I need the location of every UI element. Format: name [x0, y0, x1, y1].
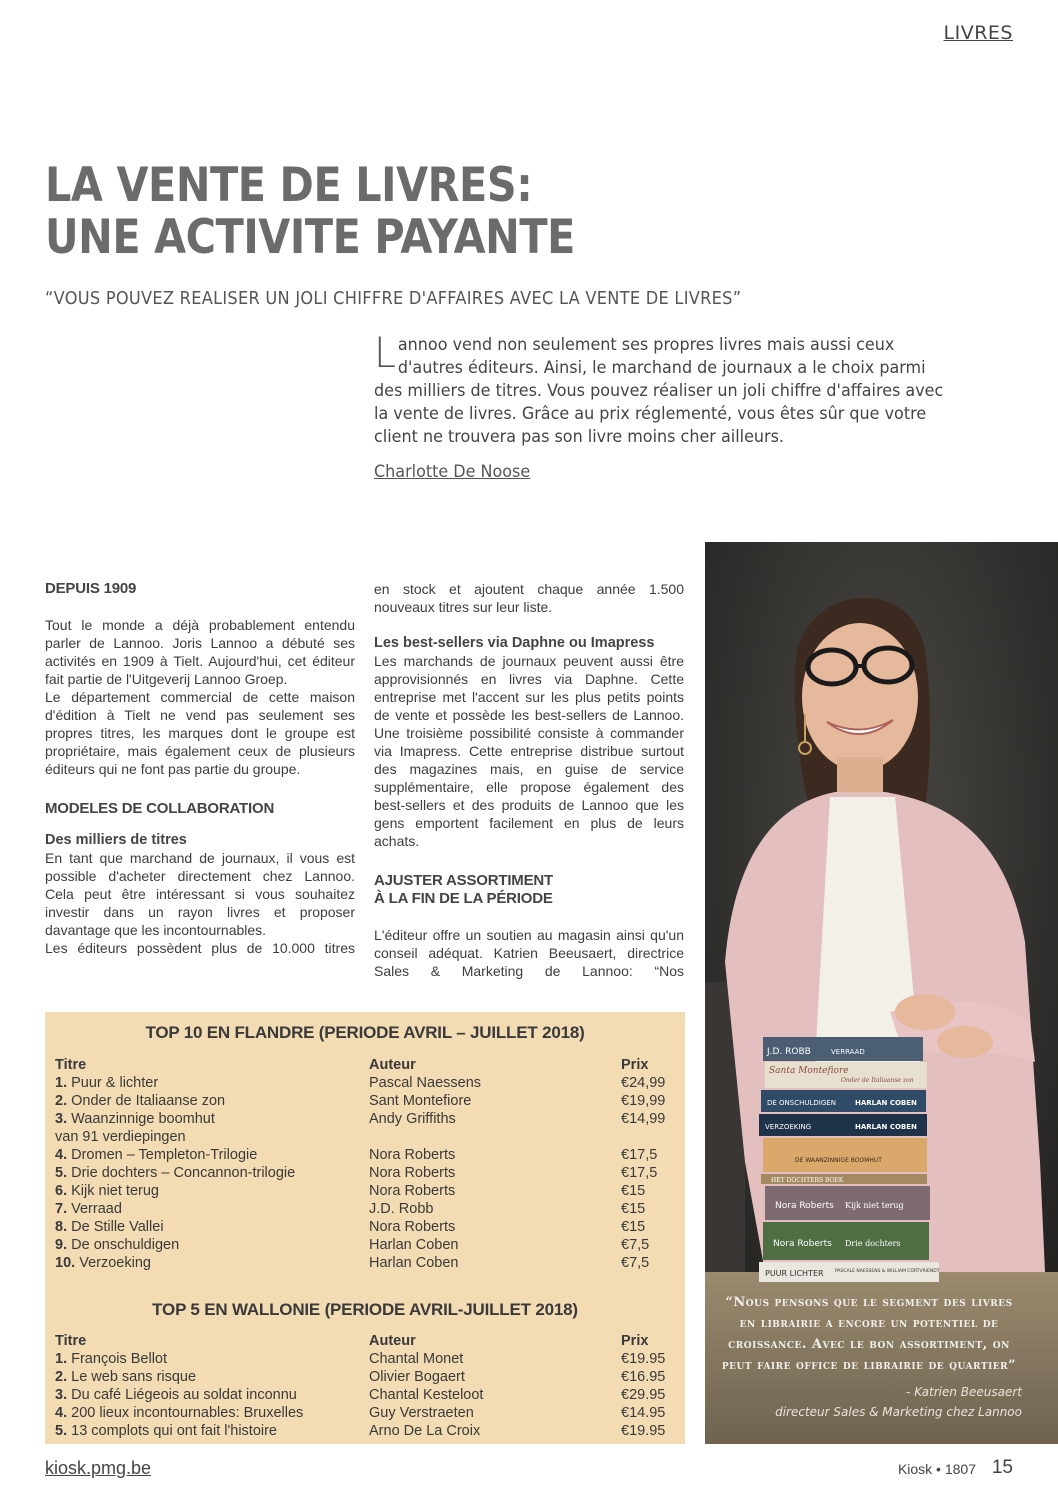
cell-price: €17,5 [621, 1147, 658, 1163]
cell-price: €19.95 [621, 1423, 666, 1439]
rank-number: 7. [55, 1201, 68, 1217]
footer-url[interactable]: kiosk.pmg.be [45, 1458, 152, 1478]
paragraph: Les éditeurs possèdent plus de 10.000 titres [45, 940, 355, 956]
table-row [55, 1074, 680, 1092]
cell-price: €19,99 [621, 1093, 666, 1109]
top-sellers-box [45, 1012, 685, 1444]
cell-price: €15 [621, 1219, 646, 1235]
cell-price: €14.95 [621, 1405, 666, 1421]
quote-author-role: directeur Sales & Marketing chez Lannoo [775, 1405, 1022, 1419]
book-title: De onschuldigen [71, 1237, 180, 1253]
cell-title [55, 1074, 158, 1092]
rank-number: 1. [55, 1351, 68, 1367]
book-title: François Bellot [71, 1351, 168, 1367]
paragraph: Le département commercial de cette maison d'édition à Tielt ne vend pas seulement ses propres titres, les marques dont le groupe est propriétaire, mais également ceux de plusieurs éditeurs qui ne font pas partie du groupe. [45, 689, 355, 777]
cell-title [55, 1254, 151, 1272]
col-header: Titre [55, 1057, 87, 1073]
table-row [55, 1146, 680, 1164]
cell-author: Arno De La Croix [369, 1423, 481, 1439]
quote-author-name: - Katrien Beeusaert [906, 1385, 1022, 1399]
rank-number: 3. [55, 1387, 68, 1403]
paragraph: en stock et ajoutent chaque année 1.500 nouveaux titres sur leur liste. [374, 581, 684, 615]
cell-title [55, 1164, 295, 1182]
table-row [55, 1200, 680, 1218]
rank-number: 2. [55, 1369, 68, 1385]
book-spine: Drie dochters [845, 1239, 901, 1248]
portrait-photo [705, 542, 1058, 1444]
cell-author: J.D. Robb [369, 1201, 434, 1217]
book-title: Kijk niet terug [71, 1183, 159, 1199]
cell-title [55, 1110, 215, 1128]
rank-number: 10. [55, 1255, 76, 1271]
table-row [55, 1110, 680, 1128]
table-row [55, 1164, 680, 1182]
book-spine: Santa Montefiore [769, 1066, 849, 1076]
book-spine: VERZOEKING [765, 1123, 812, 1131]
book-spine: DE ONSCHULDIGEN [767, 1099, 836, 1107]
rank-number: 8. [55, 1219, 68, 1235]
rank-number: 4. [55, 1405, 68, 1421]
col-header: Auteur [369, 1057, 416, 1073]
cell-title [55, 1218, 164, 1236]
book-spine: PASCALE NAESSENS & WILLIAM CORTVRIENDT [835, 1269, 940, 1274]
cell-title [55, 1422, 277, 1440]
table-row [55, 1128, 680, 1146]
heading-modeles-collaboration: MODELES DE COLLABORATION [45, 800, 275, 817]
cell-title [55, 1200, 122, 1218]
table-header [55, 1332, 680, 1350]
cell-title [55, 1368, 196, 1386]
book-spine: HET DOCHTERS BOEK [771, 1177, 844, 1184]
book-spine: Onder de Italiaanse zon [841, 1077, 914, 1084]
cell-author: Olivier Bogaert [369, 1369, 465, 1385]
book-title: Waanzinnige boomhut [71, 1111, 215, 1127]
book-title: Puur & lichter [71, 1075, 159, 1091]
subheading-milliers-titres: Des milliers de titres [45, 832, 187, 848]
col-header: Auteur [369, 1333, 416, 1349]
cell-price: €15 [621, 1201, 646, 1217]
pull-quote [716, 1292, 1022, 1422]
rank-number: 4. [55, 1147, 68, 1163]
quote-text: “Nous pensons que le segment des livres en librairie a encore un potentiel de croissance. Avec le bon assortiment, on peut faire office de librairie de quartier” [721, 1295, 1017, 1373]
cell-author: Nora Roberts [369, 1219, 456, 1235]
book-title: Du café Liégeois au soldat inconnu [71, 1387, 297, 1403]
table-row [55, 1404, 680, 1422]
cell-title [55, 1386, 297, 1404]
book-spine: Nora Roberts [775, 1201, 834, 1211]
article-subtitle: “VOUS POUVEZ REALISER UN JOLI CHIFFRE D'AFFAIRES AVEC LA VENTE DE LIVRES” [45, 288, 742, 309]
title-line-1: LA VENTE DE LIVRES: [45, 158, 533, 213]
table-row [55, 1092, 680, 1110]
rank-number: 9. [55, 1237, 68, 1253]
book-title: van 91 verdiepingen [55, 1129, 186, 1145]
rank-number: 3. [55, 1111, 68, 1127]
author-byline[interactable]: Charlotte De Noose [374, 462, 531, 482]
col-header: Titre [55, 1333, 87, 1349]
table-row [55, 1350, 680, 1368]
cell-price: €17,5 [621, 1165, 658, 1181]
column-1 [45, 580, 355, 957]
paragraph: L'éditeur offre un soutien au magasin ainsi qu'un conseil adéquat. Katrien Beeusaert, directrice Sales & Marketing de Lannoo: “Nos [374, 927, 684, 979]
table-title-flandre: TOP 10 EN FLANDRE (PERIODE AVRIL – JUILLET 2018) [145, 1023, 585, 1042]
rank-number: 5. [55, 1165, 68, 1181]
table-flandre [55, 1056, 680, 1272]
book-title: 200 lieux incontournables: Bruxelles [71, 1405, 304, 1421]
table-row [55, 1254, 680, 1272]
article-intro [374, 328, 959, 449]
heading-depuis-1909: DEPUIS 1909 [45, 580, 137, 597]
book-title: Dromen – Templeton-Trilogie [71, 1147, 258, 1163]
cell-title [55, 1092, 225, 1110]
book-title: Le web sans risque [71, 1369, 197, 1385]
book-title: Drie dochters – Concannon-trilogie [71, 1165, 296, 1181]
cell-title [55, 1182, 159, 1200]
cell-price: €24,99 [621, 1075, 666, 1091]
cell-title [55, 1350, 167, 1368]
book-title: Onder de Italiaanse zon [71, 1093, 226, 1109]
col-header: Prix [621, 1333, 649, 1349]
book-spine: HARLAN COBEN [855, 1123, 917, 1131]
cell-price: €7,5 [621, 1255, 650, 1271]
column-2 [374, 580, 684, 980]
table-row [55, 1368, 680, 1386]
table-title-wallonie: TOP 5 EN WALLONIE (PERIODE AVRIL-JUILLET 2018) [152, 1300, 578, 1319]
title-line-2: UNE ACTIVITE PAYANTE [45, 210, 575, 265]
cell-author: Andy Griffiths [369, 1111, 456, 1127]
cell-author: Harlan Coben [369, 1255, 459, 1271]
cell-title [55, 1128, 186, 1146]
heading-line: À LA FIN DE LA PÉRIODE [374, 890, 553, 907]
cell-title [55, 1236, 179, 1254]
cell-author: Harlan Coben [369, 1237, 459, 1253]
table-header [55, 1056, 680, 1074]
page-number: 15 [991, 1457, 1013, 1478]
cell-author: Nora Roberts [369, 1147, 456, 1163]
cell-title [55, 1146, 257, 1164]
cell-author: Guy Verstraeten [369, 1405, 474, 1421]
book-spine: J.D. ROBB [767, 1047, 811, 1057]
cell-author: Chantal Kesteloot [369, 1387, 484, 1403]
footer-issue: Kiosk • 1807 [897, 1461, 976, 1477]
cell-price: €16.95 [621, 1369, 666, 1385]
cell-author: Chantal Monet [369, 1351, 464, 1367]
book-spine: HARLAN COBEN [855, 1099, 917, 1107]
paragraph: En tant que marchand de journaux, il vous est possible d'acheter directement chez Lannoo. Cela peut être intéressant si vous souhaitez investir dans un rayon livres et proposer davantage que les incontournables. [45, 850, 355, 938]
table-row [55, 1236, 680, 1254]
book-spine: DE WAANZINNIGE BOOMHUT [795, 1157, 882, 1164]
intro-text: annoo vend non seulement ses propres livres mais aussi ceux d'autres éditeurs. Ainsi, le marchand de journaux a le choix parmi des milliers de titres. Vous pouvez réaliser un joli chiffre d'affaires avec la vente de livres. Grâce au prix réglementé, vous êtes sûr que votre client ne trouvera pas son livre moins cher ailleurs. [374, 335, 944, 447]
book-spine: Nora Roberts [773, 1239, 832, 1249]
subheading-best-sellers: Les best-sellers via Daphne ou Imapress [374, 635, 655, 651]
paragraph: Les marchands de journaux peuvent aussi être approvisionnés en livres via Daphne. Cette entreprise met l'accent sur les plus petits points de vente et possède les best-sellers de Lannoo. Une troisième possibilité consiste à commander via Imapress. Cette entreprise distribue surtout des magazines mais, en guise de service supplémentaire, elle propose également des best-sellers et des produits de Lannoo que les gens emportent facilement en plus de leurs achats. [374, 653, 684, 849]
rank-number: 1. [55, 1075, 68, 1091]
cell-author: Nora Roberts [369, 1165, 456, 1181]
book-title: De Stille Vallei [71, 1219, 164, 1235]
table-row [55, 1182, 680, 1200]
cell-title [55, 1404, 303, 1422]
book-spine: Kijk niet terug [845, 1201, 904, 1210]
col-header: Prix [621, 1057, 649, 1073]
cell-author: Pascal Naessens [369, 1075, 482, 1091]
rank-number: 2. [55, 1093, 68, 1109]
book-title: Verzoeking [79, 1255, 151, 1271]
cell-price: €15 [621, 1183, 646, 1199]
intro-dropcap: L [374, 328, 397, 377]
table-row [55, 1218, 680, 1236]
book-title: 13 complots qui ont fait l'histoire [71, 1423, 277, 1439]
cell-price: €29.95 [621, 1387, 666, 1403]
table-wallonie [55, 1332, 680, 1440]
article-title [45, 160, 679, 264]
table-row [55, 1422, 680, 1440]
paragraph: Tout le monde a déjà probablement entendu parler de Lannoo. Joris Lannoo a débuté ses activités en 1909 à Tielt. Aujourd'hui, cet éditeur fait partie de l'Uitgeverij Lannoo Groep. [45, 617, 355, 687]
rank-number: 6. [55, 1183, 68, 1199]
book-spine: PUUR LICHTER [765, 1269, 824, 1278]
cell-price: €19.95 [621, 1351, 666, 1367]
book-title: Verraad [71, 1201, 122, 1217]
quote-author [716, 1382, 1022, 1422]
table-row [55, 1386, 680, 1404]
cell-author: Nora Roberts [369, 1183, 456, 1199]
rank-number: 5. [55, 1423, 68, 1439]
heading-line: AJUSTER ASSORTIMENT [374, 872, 553, 889]
cell-author: Sant Montefiore [369, 1093, 472, 1109]
book-spine: VERRAAD [831, 1048, 865, 1056]
section-label: LIVRES [943, 22, 1013, 44]
cell-price: €7,5 [621, 1237, 650, 1253]
heading-ajuster-assortiment [374, 872, 684, 908]
cell-price: €14,99 [621, 1111, 666, 1127]
